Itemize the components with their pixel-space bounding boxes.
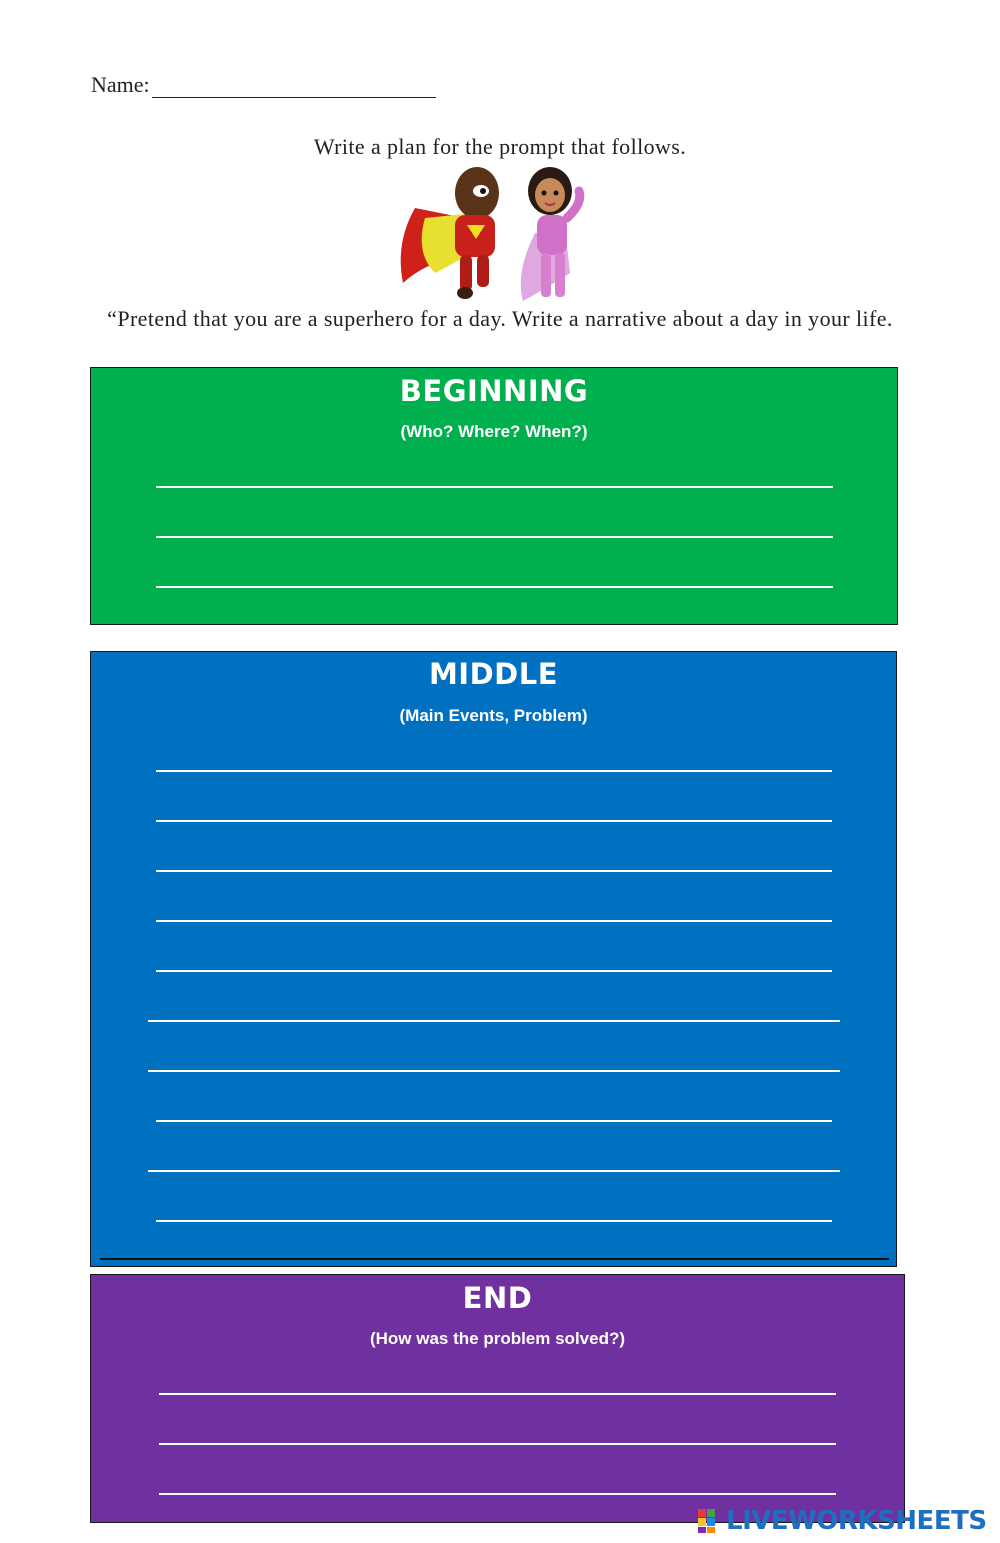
watermark-text: LIVEWORKSHEETS xyxy=(726,1506,987,1536)
liveworksheets-logo-icon xyxy=(698,1509,724,1533)
beginning-line[interactable] xyxy=(156,536,833,538)
middle-line[interactable] xyxy=(148,1170,840,1172)
end-title: END xyxy=(462,1281,533,1315)
middle-line[interactable] xyxy=(156,920,832,922)
writing-prompt: “Pretend that you are a superhero for a day. Write a narrative about a day in your life. xyxy=(107,306,893,331)
middle-line[interactable] xyxy=(156,1220,832,1222)
beginning-box xyxy=(90,367,898,625)
middle-line[interactable] xyxy=(148,1020,840,1022)
heroine-suit xyxy=(537,215,567,255)
beginning-title: BEGINNING xyxy=(399,374,589,408)
heroine-face xyxy=(535,178,565,212)
end-line[interactable] xyxy=(159,1393,836,1395)
name-label: Name: xyxy=(91,72,150,97)
divider-line xyxy=(100,1258,889,1260)
middle-line[interactable] xyxy=(156,870,832,872)
name-field xyxy=(91,72,436,98)
middle-subtitle: (Main Events, Problem) xyxy=(399,706,588,725)
end-box xyxy=(90,1274,905,1523)
middle-line[interactable] xyxy=(156,820,832,822)
beginning-line[interactable] xyxy=(156,486,833,488)
instruction-text: Write a plan for the prompt that follows. xyxy=(313,134,687,159)
middle-line[interactable] xyxy=(156,770,832,772)
end-line[interactable] xyxy=(159,1443,836,1445)
middle-line[interactable] xyxy=(156,970,832,972)
end-line[interactable] xyxy=(159,1493,836,1495)
liveworksheets-watermark xyxy=(698,1508,987,1534)
middle-title: MIDDLE xyxy=(428,657,559,691)
middle-line[interactable] xyxy=(156,1120,832,1122)
middle-box xyxy=(90,651,897,1267)
middle-line[interactable] xyxy=(148,1070,840,1072)
beginning-subtitle: (Who? Where? When?) xyxy=(400,422,588,441)
end-subtitle: (How was the problem solved?) xyxy=(369,1329,626,1348)
name-blank-line[interactable] xyxy=(152,75,436,98)
superheroes-illustration xyxy=(395,163,610,303)
beginning-line[interactable] xyxy=(156,586,833,588)
